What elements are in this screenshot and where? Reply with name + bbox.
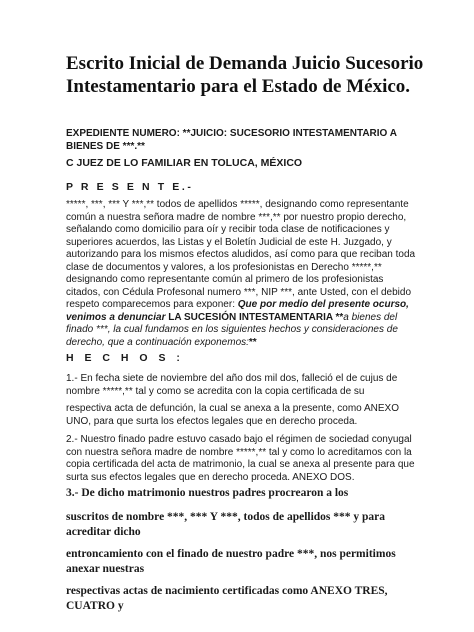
hecho-3-part-c: entroncamiento con el finado de nuestro padre ***, nos permitimos anexar nuestras: [66, 548, 396, 575]
hecho-3-part-d: respectivas actas de nacimiento certificadas como ANEXO TRES, CUATRO y: [66, 585, 388, 612]
intro-bold: LA SUCESIÓN INTESTAMENTARIA **: [165, 311, 344, 323]
document-title: Escrito Inicial de Demanda Juicio Sucesorio Intestamentario para el Estado de México.: [66, 53, 424, 97]
presente-heading: P R E S E N T E.-: [66, 181, 194, 193]
expediente-line: EXPEDIENTE NUMERO: **JUICIO: SUCESORIO INTESTAMENTARIO A BIENES DE ***.**: [66, 128, 397, 152]
hechos-heading: H E C H O S :: [66, 352, 184, 364]
intro-text: *****, ***, *** Y ***,** todos de apellidos *****, designando como representante común a nuestra señora madre de nombre ***,** por nuestro propio derecho, señalando como domicilio para oír y recibir toda clase de notificaciones y superiores acuerdos, las Listas y el Boletín Judicial de este H. Juzgado, y autorizando para los mismos efectos aludidos, así como para que reciban toda clase de documentos y valores, a los profesionistas en Derecho *****,** designando como representante común al primero de los profesionistas citados, con Cédula Profesonal numero ***, NIP ***, ante Usted, con el debido respeto comparecemos para exponer:: [66, 199, 416, 310]
hecho-2: 2.- Nuestro finado padre estuvo casado bajo el régimen de sociedad conyugal con nuestra señora madre de nombre *****,** tal y como lo acreditamos con la copia certificada del acta de matrimonio, la cual se anexa al presente para que surta sus efectos legales que en derecho proceda. ANEXO DOS.: [66, 434, 415, 483]
juez-heading: C JUEZ DE LO FAMILIAR EN TOLUCA, MÉXICO: [66, 157, 303, 169]
intro-paragraph: [66, 199, 416, 349]
intro-italic: a bienes del finado ***, la cual fundamos en los siguientes hechos y consideraciones de derecho, que a continuación exponemos:: [66, 311, 398, 348]
intro-tail: **: [248, 336, 257, 348]
hecho-1-part-b: respectiva acta de defunción, la cual se anexa a la presente, como ANEXO UNO, para que surta los efectos legales que en derecho proceda.: [66, 403, 399, 427]
hecho-1-part-a: 1.- En fecha siete de noviembre del año dos mil dos, falleció el de cujus de nombre *****,** tal y como se acredita con la copia certificada de su: [66, 373, 398, 397]
hecho-3-heading: 3.- De dicho matrimonio nuestros padres procrearon a los: [66, 487, 349, 499]
intro-bold-italic: Que por medio del presente ocurso, venimos a denunciar: [66, 299, 409, 323]
hecho-3-part-b: suscritos de nombre ***, *** Y ***, todos de apellidos *** y para acreditar dicho: [66, 511, 386, 538]
